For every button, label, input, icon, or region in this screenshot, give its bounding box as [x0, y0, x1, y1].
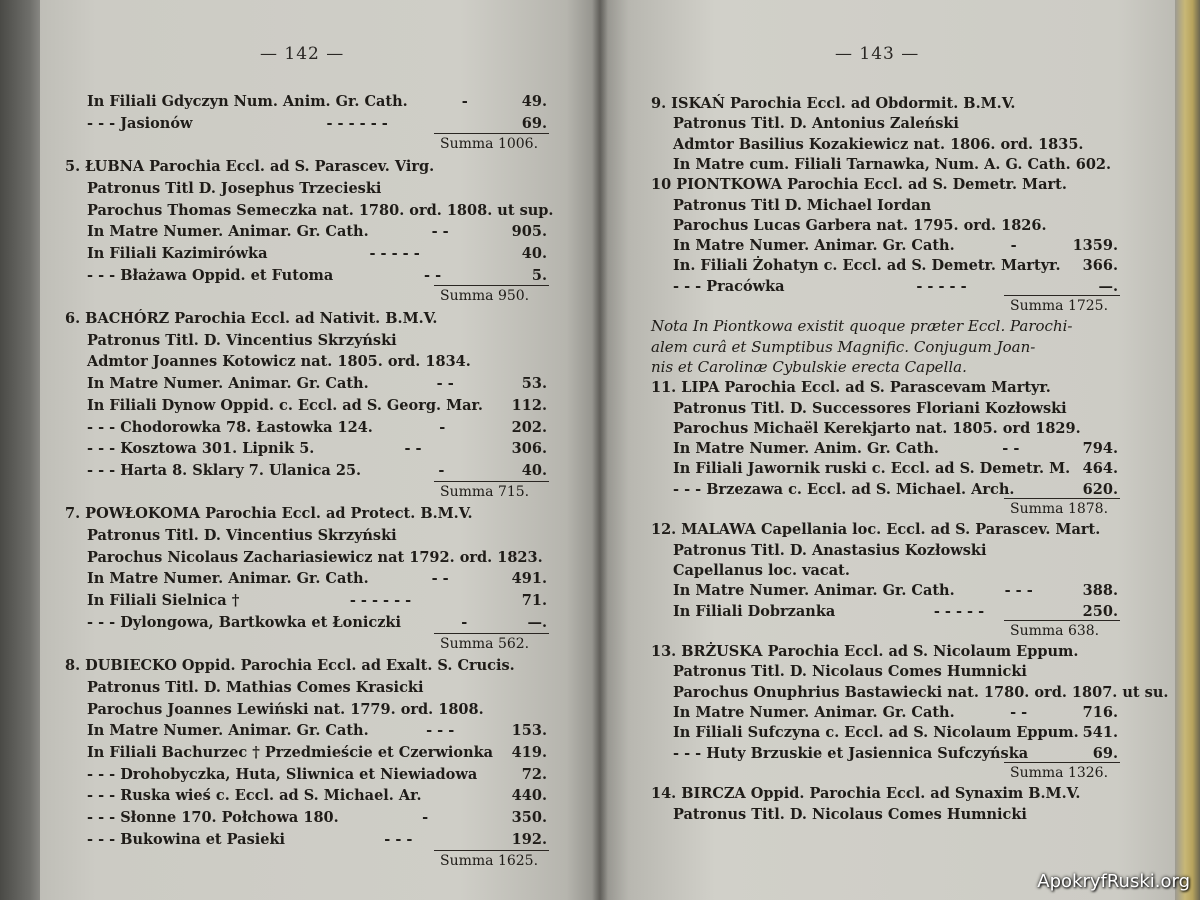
count-value: 306. — [511, 440, 547, 458]
count-value: 366. — [1082, 257, 1118, 275]
summa-rule — [434, 481, 549, 482]
line-text: - - - Słonne 170. Połchowa 180. — [87, 809, 339, 827]
line-text: 5. ŁUBNA Parochia Eccl. ad S. Parascev. Virg. — [65, 158, 435, 176]
parish-heading — [651, 784, 1118, 803]
text-line — [87, 396, 547, 415]
summa-rule — [434, 850, 549, 851]
summa-line — [1010, 297, 1118, 316]
line-text: 8. DUBIECKO Oppid. Parochia Eccl. ad Exalt. S. Crucis. — [65, 657, 515, 675]
leader-dashes: - — [461, 93, 468, 110]
line-text: In Filiali Gdyczyn Num. Anim. Gr. Cath. — [87, 93, 408, 110]
count-value: 202. — [511, 418, 547, 436]
summa-rule — [1004, 498, 1120, 499]
parish-heading — [65, 656, 547, 675]
line-text: - - - Kosztowa 301. Lipnik 5. — [87, 440, 315, 458]
text-line — [87, 374, 547, 393]
summa-rule — [434, 133, 549, 134]
text-line — [673, 114, 1118, 133]
summa-rule — [1004, 295, 1120, 296]
text-line — [651, 317, 1118, 336]
text-line — [87, 222, 547, 241]
line-text: In Matre Numer. Animar. Gr. Cath. — [673, 237, 955, 255]
count-value: 71. — [521, 592, 547, 610]
count-value: 40. — [521, 244, 547, 262]
leader-dashes: - - — [424, 266, 442, 284]
line-text: - - - Harta 8. Sklary 7. Ulanica 25. — [87, 461, 362, 479]
summa-line — [440, 635, 547, 654]
count-value: 350. — [511, 809, 547, 827]
line-text: Parochus Michaël Kerekjarto nat. 1805. ord 1829. — [673, 419, 1081, 437]
line-text: Patronus Titl D. Michael Iordan — [673, 196, 932, 214]
count-value: 49. — [521, 93, 547, 110]
count-value: 794. — [1082, 440, 1118, 458]
parish-heading — [651, 94, 1118, 113]
line-text: In Filiali Kazimirówka — [87, 244, 268, 262]
count-value: 620. — [1082, 480, 1118, 498]
line-text: 7. POWŁOKOMA Parochia Eccl. ad Protect. B.M.V. — [65, 505, 473, 523]
count-value: 905. — [511, 223, 547, 241]
count-value: 440. — [511, 787, 547, 805]
text-line — [673, 602, 1118, 621]
text-line — [87, 179, 547, 198]
summa-line — [440, 135, 547, 154]
page-number: — 143 — — [835, 44, 920, 64]
count-value: 419. — [511, 744, 547, 761]
text-line — [87, 114, 547, 133]
text-line — [673, 256, 1118, 275]
watermark-text: ApokryfRuski.org — [1037, 871, 1190, 892]
line-text: Parochus Joannes Lewiński nat. 1779. ord. 1808. — [87, 700, 484, 718]
count-value: —. — [1098, 277, 1118, 295]
summa-line — [440, 852, 547, 871]
line-text: - - - Chodorowka 78. Łastowka 124. — [87, 418, 373, 436]
line-text: In Matre Numer. Anim. Gr. Cath. — [673, 440, 939, 458]
text-line — [87, 461, 547, 480]
leader-dashes: - - - - - - — [326, 114, 388, 132]
leader-dashes: - - - - - — [916, 277, 967, 295]
summa-line — [440, 287, 547, 306]
text-line — [87, 721, 547, 740]
text-line — [673, 662, 1118, 681]
count-value: 464. — [1082, 460, 1118, 478]
text-line — [673, 196, 1118, 215]
leader-dashes: - - — [431, 570, 449, 588]
leader-dashes: - - - - - - — [349, 592, 412, 610]
leader-dashes: - - — [436, 375, 454, 393]
line-text: Patronus Titl D. Josephus Trzecieski — [87, 179, 382, 197]
line-text: 14. BIRCZA Oppid. Parochia Eccl. ad Synaxim B.M.V. — [651, 785, 1081, 803]
line-text: - - - Bukowina et Pasieki — [87, 830, 286, 848]
text-line — [673, 703, 1118, 722]
line-text: - - - Pracówka — [673, 277, 785, 295]
text-line — [673, 277, 1118, 296]
count-value: 69. — [521, 114, 547, 132]
summa-line — [1010, 622, 1118, 641]
parish-heading — [65, 309, 547, 328]
count-value: 491. — [511, 570, 547, 588]
line-text: In Filiali Jawornik ruski c. Eccl. ad S. Demetr. M. — [673, 460, 1071, 478]
count-value: 112. — [511, 396, 547, 414]
count-value: 69. — [1092, 744, 1118, 762]
text-line — [87, 613, 547, 632]
line-text: Summa 638. — [1010, 622, 1100, 639]
text-line — [87, 743, 547, 762]
line-text: Parochus Nicolaus Zachariasiewicz nat 1792. ord. 1823. — [87, 548, 543, 566]
text-line — [87, 266, 547, 285]
line-text: Patronus Titl. D. Mathias Comes Krasicki — [87, 678, 424, 696]
text-line — [87, 352, 547, 371]
count-value: 40. — [521, 461, 547, 479]
count-value: 1359. — [1072, 237, 1118, 255]
leader-dashes: - — [422, 809, 429, 827]
line-text: Nota In Piontkowa existit quoque præter Eccl. Parochi- — [651, 317, 1073, 336]
line-text: In Matre Numer. Animar. Gr. Cath. — [673, 582, 955, 600]
text-line — [673, 744, 1118, 763]
line-text: Patronus Titl. D. Antonius Zaleński — [673, 115, 959, 133]
line-text: Summa 562. — [440, 635, 530, 652]
text-line — [673, 561, 1118, 580]
line-text: Patronus Titl. D. Successores Floriani Kozłowski — [673, 399, 1067, 417]
count-value: 250. — [1082, 602, 1118, 620]
line-text: Summa 715. — [440, 483, 530, 500]
line-text: In Filiali Dobrzanka — [673, 602, 836, 620]
leader-dashes: - — [438, 461, 445, 479]
count-value: 388. — [1082, 582, 1118, 600]
summa-line — [1010, 764, 1118, 783]
text-line — [87, 808, 547, 827]
count-value: 5. — [531, 266, 547, 284]
count-value: 541. — [1082, 724, 1118, 742]
line-text: In. Filiali Żohatyn c. Eccl. ad S. Demetr. Martyr. — [673, 257, 1061, 275]
line-text: - - - Błażawa Oppid. et Futoma — [87, 266, 334, 284]
line-text: - - - Jasionów — [87, 114, 193, 132]
text-line — [87, 92, 547, 111]
leader-dashes: - — [439, 418, 446, 436]
line-text: Summa 1326. — [1010, 764, 1109, 781]
line-text: Patronus Titl. D. Vincentius Skrzyński — [87, 331, 397, 349]
parish-heading — [651, 175, 1118, 194]
text-line — [673, 439, 1118, 458]
line-text: - - - Drohobyczka, Huta, Sliwnica et Niewiadowa — [87, 765, 478, 783]
right-page — [600, 0, 1175, 900]
text-line — [87, 331, 547, 350]
page-edge — [1175, 0, 1200, 900]
parish-heading — [651, 520, 1118, 539]
text-line — [87, 526, 547, 545]
leader-dashes: - - - — [426, 722, 455, 740]
summa-rule — [1004, 762, 1120, 763]
parish-heading — [65, 157, 547, 176]
leader-dashes: - - — [404, 440, 422, 458]
line-text: 12. MALAWA Capellania loc. Eccl. ad S. Parascev. Mart. — [651, 521, 1101, 539]
leader-dashes: - - - — [384, 830, 413, 848]
text-line — [87, 569, 547, 588]
line-text: Admtor Basilius Kozakiewicz nat. 1806. ord. 1835. — [673, 135, 1084, 153]
count-value: 72. — [521, 765, 547, 783]
line-text: alem curâ et Sumptibus Magnific. Conjugum Joan- — [651, 337, 1036, 356]
summa-line — [440, 483, 547, 502]
text-line — [87, 678, 547, 697]
leader-dashes: - — [461, 613, 468, 631]
text-line — [87, 830, 547, 849]
text-line — [673, 723, 1118, 742]
line-text: 6. BACHÓRZ Parochia Eccl. ad Nativit. B.M.V. — [65, 310, 438, 327]
line-text: Parochus Thomas Semeczka nat. 1780. ord. 1808. ut sup. — [87, 201, 554, 219]
text-line — [673, 581, 1118, 600]
line-text: Parochus Onuphrius Bastawiecki nat. 1780. ord. 1807. ut su. — [673, 683, 1169, 701]
line-text: Patronus Titl. D. Nicolaus Comes Humnicki — [673, 805, 1027, 823]
text-line — [87, 418, 547, 437]
leader-dashes: - - — [1002, 440, 1020, 458]
line-text: In Filiali Sielnica † — [87, 592, 240, 610]
summa-rule — [434, 633, 549, 634]
line-text: nis et Carolinæ Cybulskie erecta Capella. — [651, 357, 967, 376]
text-line — [651, 338, 1118, 357]
text-line — [87, 700, 547, 719]
line-text: Summa 1725. — [1010, 298, 1109, 314]
line-text: 13. BRŻUSKA Parochia Eccl. ad S. Nicolaum Eppum. — [651, 643, 1079, 661]
summa-line — [1010, 500, 1118, 519]
leader-dashes: - - — [431, 223, 449, 241]
text-line — [651, 358, 1118, 377]
count-value: —. — [527, 613, 547, 631]
text-line — [87, 244, 547, 263]
text-line — [87, 786, 547, 805]
line-text: Patronus Titl. D. Vincentius Skrzyński — [87, 527, 397, 544]
line-text: - - - Dylongowa, Bartkowka et Łoniczki — [87, 613, 401, 631]
line-text: Capellanus loc. vacat. — [673, 561, 850, 579]
line-text: 9. ISKAŃ Parochia Eccl. ad Obdormit. B.M.V. — [651, 95, 1016, 112]
line-text: 10 PIONTKOWA Parochia Eccl. ad S. Demetr. Mart. — [651, 176, 1067, 194]
line-text: Patronus Titl. D. Anastasius Kozłowski — [673, 541, 987, 559]
text-line — [673, 216, 1118, 235]
line-text: - - - Huty Brzuskie et Jasiennica Sufczyńska — [673, 744, 1029, 762]
line-text: In Matre Numer. Animar. Gr. Cath. — [87, 722, 369, 740]
parish-heading — [651, 642, 1118, 661]
line-text: In Matre Numer. Animar. Gr. Cath. — [87, 570, 369, 588]
page-number: — 142 — — [260, 44, 345, 64]
line-text: In Filiali Dynow Oppid. c. Eccl. ad S. Georg. Mar. — [87, 396, 483, 414]
line-text: In Matre Numer. Animar. Gr. Cath. — [87, 223, 369, 241]
text-line — [673, 155, 1118, 174]
line-text: Summa 1006. — [440, 136, 539, 153]
text-line — [87, 201, 554, 220]
parish-heading — [651, 378, 1118, 397]
leader-dashes: - - - — [1004, 582, 1033, 600]
leader-dashes: - - — [1010, 704, 1028, 721]
line-text: Admtor Joannes Kotowicz nat. 1805. ord. 1834. — [87, 353, 471, 371]
line-text: Summa 1625. — [440, 852, 539, 869]
count-value: 53. — [521, 375, 547, 393]
line-text: In Matre cum. Filiali Tarnawka, Num. A. G. Cath. 602. — [673, 155, 1112, 173]
count-value: 716. — [1082, 704, 1118, 721]
summa-rule — [1004, 620, 1120, 621]
leader-dashes: - — [1010, 237, 1017, 255]
text-line — [673, 419, 1118, 438]
line-text: In Filiali Bachurzec † Przedmieście et Czerwionka — [87, 744, 494, 761]
line-text: - - - Ruska wieś c. Eccl. ad S. Michael. Ar. — [87, 787, 422, 805]
line-text: In Filiali Sufczyna c. Eccl. ad S. Nicolaum Eppum. — [673, 724, 1079, 742]
line-text: Parochus Lucas Garbera nat. 1795. ord. 1826. — [673, 216, 1047, 234]
text-line — [87, 765, 547, 784]
line-text: Summa 1878. — [1010, 501, 1109, 517]
line-text: 11. LIPA Parochia Eccl. ad S. Parascevam Martyr. — [651, 379, 1051, 397]
count-value: 192. — [511, 830, 547, 848]
parish-heading — [65, 504, 547, 523]
text-line — [673, 683, 1169, 702]
text-line — [673, 236, 1118, 255]
text-line — [87, 548, 547, 567]
line-text: In Matre Numer. Animar. Gr. Cath. — [673, 704, 955, 721]
left-page — [40, 0, 600, 900]
text-line — [673, 399, 1118, 418]
line-text: Patronus Titl. D. Nicolaus Comes Humnicki — [673, 663, 1027, 681]
book-gutter — [592, 0, 608, 900]
summa-rule — [434, 285, 549, 286]
line-text: Summa 950. — [440, 288, 530, 305]
leader-dashes: - - - - - — [933, 602, 985, 620]
text-line — [673, 135, 1118, 154]
text-line — [673, 541, 1118, 560]
line-text: - - - Brzezawa c. Eccl. ad S. Michael. Arch. — [673, 480, 1015, 498]
line-text: In Matre Numer. Animar. Gr. Cath. — [87, 375, 369, 393]
leader-dashes: - - - - - — [369, 244, 420, 262]
text-line — [87, 591, 547, 610]
text-line — [87, 439, 547, 458]
text-line — [673, 805, 1118, 824]
count-value: 153. — [511, 722, 547, 740]
text-line — [673, 459, 1118, 478]
text-line — [673, 480, 1118, 499]
